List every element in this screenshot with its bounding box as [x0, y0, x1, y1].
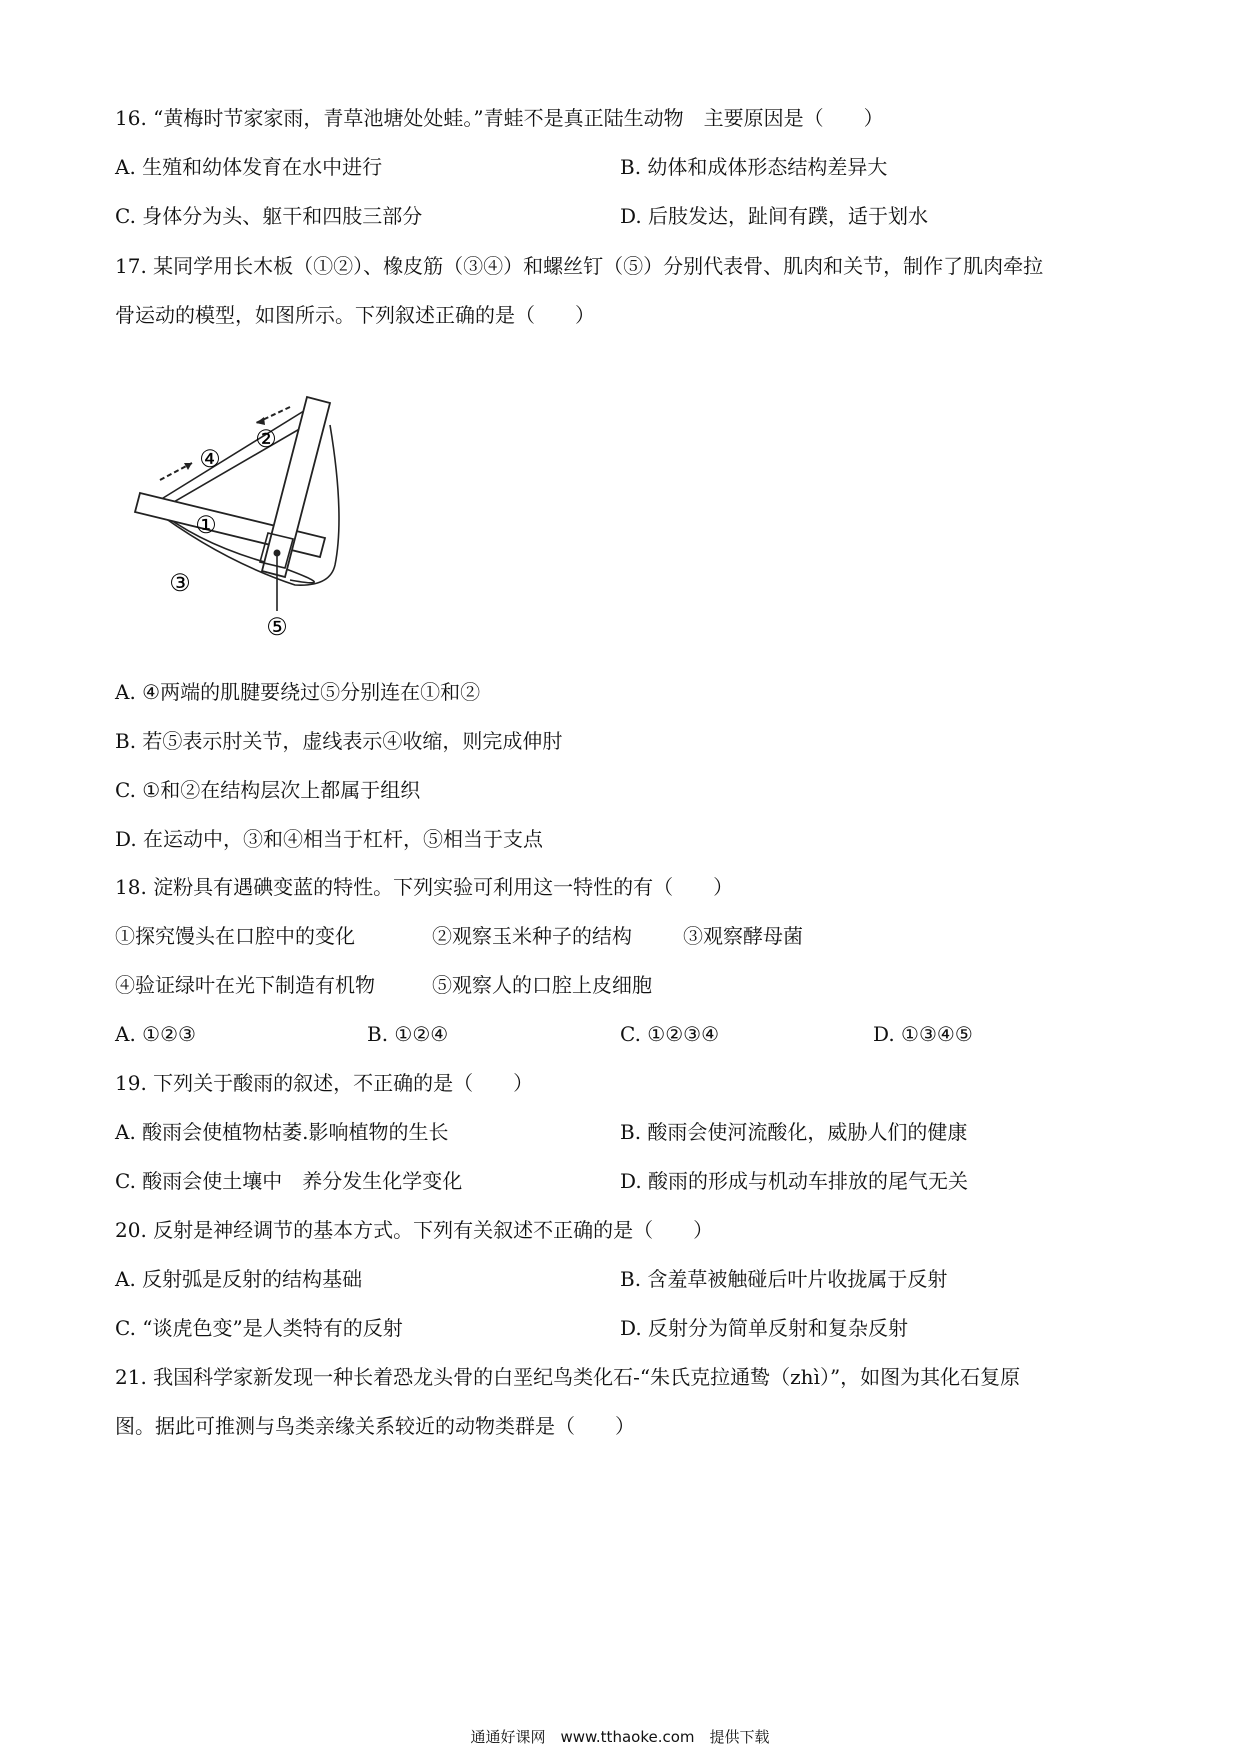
- page-footer: 通通好课网 www.tthaoke.com 提供下载: [470, 1728, 770, 1746]
- q19-option-c: C. 酸雨会使土壤中 养分发生化学变化: [115, 1169, 463, 1193]
- q17-option-a: A. ④两端的肌腱要绕过⑤分别连在①和②: [115, 680, 481, 704]
- q20-option-b: B. 含羞草被触碰后叶片收拢属于反射: [620, 1267, 948, 1291]
- q20-option-c: C. “谈虎色变”是人类特有的反射: [115, 1316, 403, 1340]
- q19-option-a: A. 酸雨会使植物枯萎.影响植物的生长: [115, 1120, 449, 1144]
- q16-option-c: C. 身体分为头、躯干和四肢三部分: [115, 204, 423, 228]
- label-3: ③: [169, 569, 191, 597]
- q18-item-4: ④验证绿叶在光下制造有机物: [115, 973, 375, 997]
- q19-stem: 19. 下列关于酸雨的叙述，不正确的是（ ）: [115, 1071, 534, 1095]
- q18-option-b: B. ①②④: [367, 1022, 449, 1046]
- q17-option-d: D. 在运动中，③和④相当于杠杆，⑤相当于支点: [115, 827, 544, 851]
- q18-item-2: ②观察玉米种子的结构: [432, 924, 632, 948]
- q17-stem-line2: 骨运动的模型，如图所示。下列叙述正确的是（ ）: [115, 303, 595, 327]
- q18-item-1: ①探究馒头在口腔中的变化: [115, 924, 355, 948]
- q18-item-5: ⑤观察人的口腔上皮细胞: [432, 973, 652, 997]
- q18-item-3: ③观察酵母菌: [683, 924, 803, 948]
- q18-option-c: C. ①②③④: [620, 1022, 720, 1046]
- q18-option-a: A. ①②③: [115, 1022, 196, 1046]
- q16-option-a: A. 生殖和幼体发育在水中进行: [115, 155, 383, 179]
- q19-option-b: B. 酸雨会使河流酸化，威胁人们的健康: [620, 1120, 968, 1144]
- label-4: ④: [199, 445, 221, 473]
- label-2: ②: [255, 425, 277, 453]
- q19-option-d: D. 酸雨的形成与机动车排放的尾气无关: [620, 1169, 969, 1193]
- q21-stem-line2: 图。据此可推测与鸟类亲缘关系较近的动物类群是（ ）: [115, 1414, 635, 1438]
- q20-option-a: A. 反射弧是反射的结构基础: [115, 1267, 363, 1291]
- q20-stem: 20. 反射是神经调节的基本方式。下列有关叙述不正确的是（ ）: [115, 1218, 714, 1242]
- label-5: ⑤: [266, 613, 288, 641]
- q20-option-d: D. 反射分为简单反射和复杂反射: [620, 1316, 909, 1340]
- q17-stem-line1: 17. 某同学用长木板（①②）、橡皮筋（③④）和螺丝钉（⑤）分别代表骨、肌肉和关节，制作了肌肉牵拉: [115, 254, 1044, 278]
- q17-option-b: B. 若⑤表示肘关节，虚线表示④收缩，则完成伸肘: [115, 729, 563, 753]
- label-1: ①: [195, 511, 217, 539]
- q16-option-d: D. 后肢发达，趾间有蹼，适于划水: [620, 204, 929, 228]
- arrow-head-right-icon: [256, 417, 265, 425]
- q16-option-b: B. 幼体和成体形态结构差异大: [620, 155, 888, 179]
- q21-stem-line1: 21. 我国科学家新发现一种长着恐龙头骨的白垩纪鸟类化石-“朱氏克拉通鸷（zhì）”，如图为其化石复原: [115, 1365, 1021, 1389]
- q18-option-d: D. ①③④⑤: [873, 1022, 973, 1046]
- q18-stem: 18. 淀粉具有遇碘变蓝的特性。下列实验可利用这一特性的有（ ）: [115, 875, 734, 899]
- muscle-bone-model-diagram: [130, 395, 390, 650]
- q16-stem: 16. “黄梅时节家家雨，青草池塘处处蛙。”青蛙不是真正陆生动物 主要原因是（ ）: [115, 106, 884, 130]
- q17-option-c: C. ①和②在结构层次上都属于组织: [115, 778, 421, 802]
